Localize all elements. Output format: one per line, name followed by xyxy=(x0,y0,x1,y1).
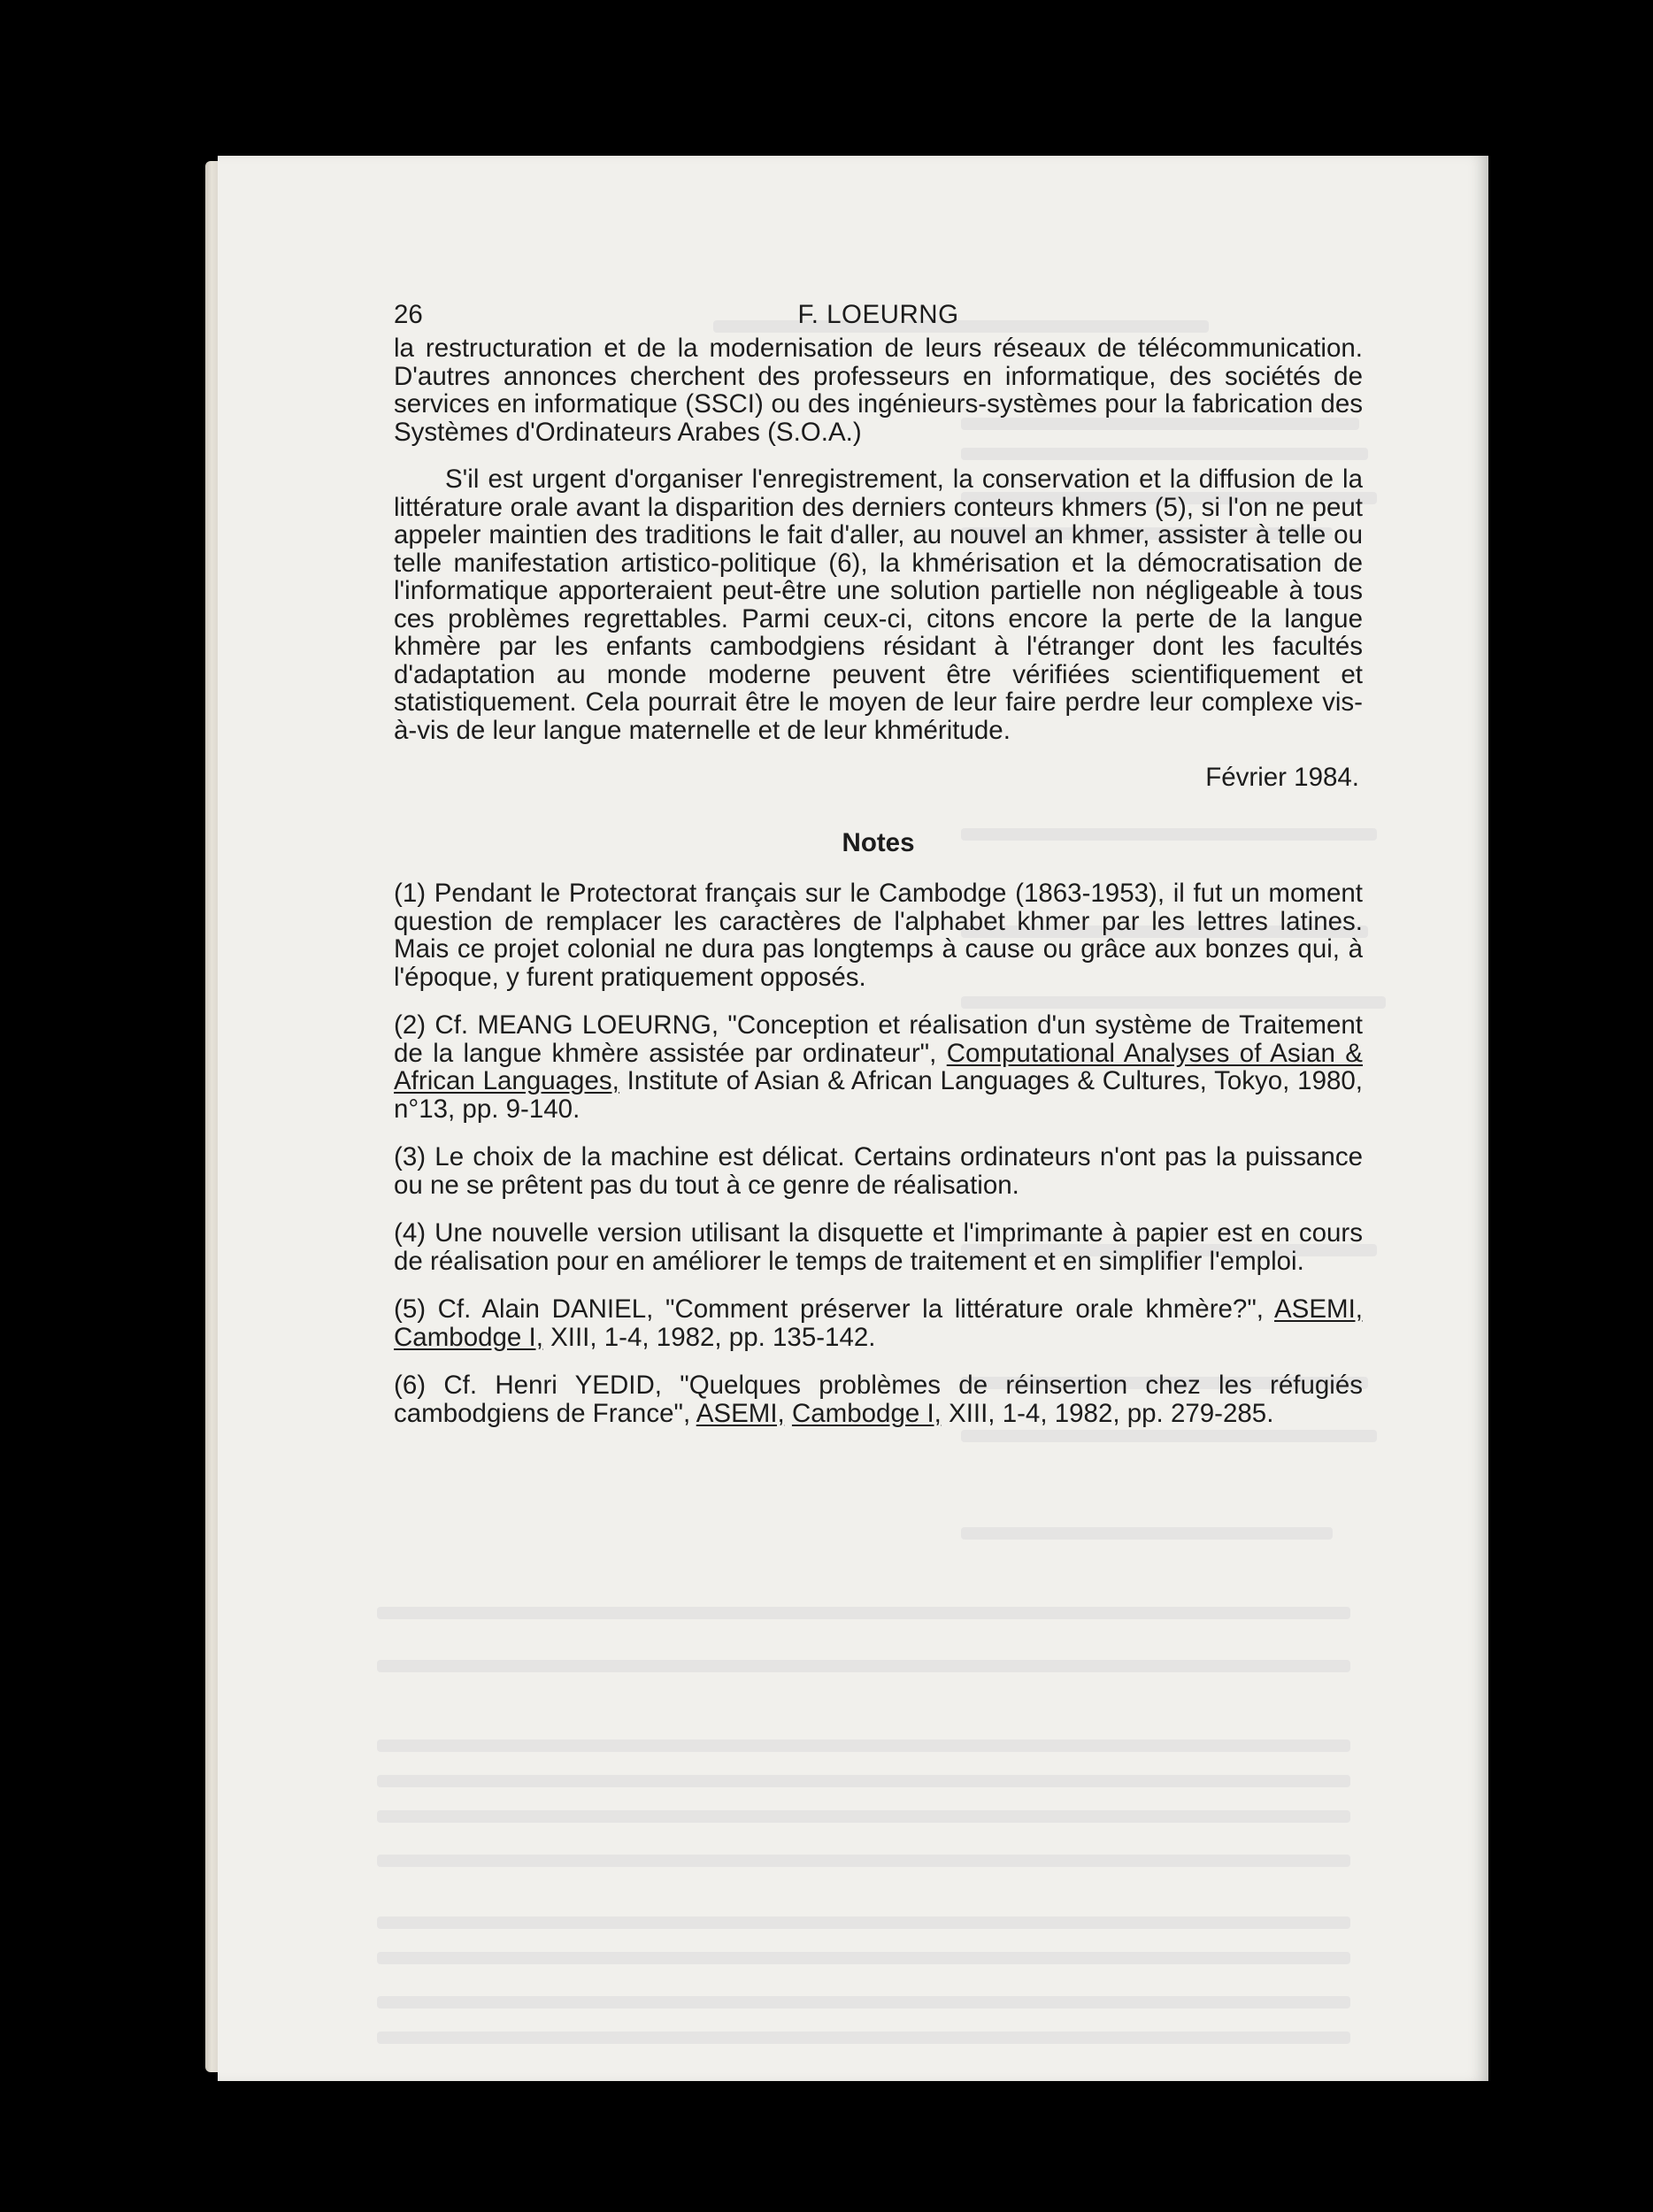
footnote-5-journal: ASEMI, xyxy=(1274,1294,1363,1324)
footnote-5-issue: Cambodge I, xyxy=(394,1322,543,1352)
footnote-5-text-start: (5) Cf. Alain DANIEL, "Comment préserver la littérature orale khmère?", xyxy=(394,1294,1274,1324)
footnote-3: (3) Le choix de la machine est délicat. Certains ordinateurs n'ont pas la puissance ou ne se prêtent pas du tout à ce genre de réalisation. xyxy=(394,1142,1363,1200)
footnote-4: (4) Une nouvelle version utilisant la disquette et l'imprimante à papier est en cours de réalisation pour en améliorer le temps de traitement et en simplifier l'emploi. xyxy=(394,1218,1363,1276)
notes-heading: Notes xyxy=(842,827,915,857)
footnote-2-text-start: (2) Cf. MEANG LOEURNG, "Conception et réalisation d'un système de Traitement de la langue khmère assistée par ordinateur", xyxy=(394,1010,1363,1068)
footnote-1: (1) Pendant le Protectorat français sur le Cambodge (1863-1953), il fut un moment question de remplacer les caractères de l'alphabet khmer par les lettres latines. Mais ce projet colonial ne dura pas longtemps à cause ou grâce aux bonzes qui, à l'époque, y furent pratiquement opposés. xyxy=(394,879,1363,992)
footnote-5 xyxy=(394,1295,1363,1351)
footnote-6-issue: Cambodge I, xyxy=(791,1398,942,1428)
body-paragraph-1: la restructuration et de la modernisation de leurs réseaux de télécommunication. D'autres annonces cherchent des professeurs en informatique, des sociétés de services en informatique (SSCI) ou des ingénieurs-systèmes pour la fabrication des Systèmes d'Ordinateurs Arabes (S.O.A.) xyxy=(394,334,1363,447)
running-head xyxy=(394,301,1363,331)
footnote-2 xyxy=(394,1011,1363,1123)
footnote-2-text-end: Institute of Asian & African Languages & Cultures, Tokyo, 1980, n°13, pp. 9-140. xyxy=(394,1066,1363,1124)
book-page xyxy=(218,156,1488,2081)
footnote-6 xyxy=(394,1371,1363,1427)
page-number: 26 xyxy=(394,300,423,329)
text-block xyxy=(394,301,1363,1448)
footnote-2-journal-title: Computational Analyses of Asian & African Languages, xyxy=(394,1038,1363,1095)
running-title: F. LOEURNG xyxy=(797,300,959,329)
body-paragraph-2: S'il est urgent d'organiser l'enregistrement, la conservation et la diffusion de la littérature orale avant la disparition des derniers conteurs khmers (5), si l'on ne peut appeler maintien des traditions le fait d'aller, au nouvel an khmer, assister à telle ou telle manifestation artistico-politique (6), la khmérisation et la démocratisation de l'informatique apporteraient peut-être une solution partielle non négligeable à tous ces problèmes regrettables. Parmi ceux-ci, citons encore la perte de la langue khmère par les enfants cambodgiens résidant à l'étranger dont les facultés d'adaptation au monde moderne peuvent être vérifiées scientifiquement et statistiquement. Cela pourrait être le moyen de leur faire perdre leur complexe vis-à-vis de leur langue maternelle et de leur khméritude. xyxy=(394,465,1363,745)
footnote-6-text-start: (6) Cf. Henri YEDID, "Quelques problèmes de réinsertion chez les réfugiés cambodgiens de France", xyxy=(394,1371,1363,1428)
footnote-6-journal: ASEMI, xyxy=(696,1398,785,1428)
footnote-6-text-end: XIII, 1-4, 1982, pp. 279-285. xyxy=(941,1398,1274,1428)
date-signature: Février 1984. xyxy=(1205,763,1359,792)
footnote-5-text-end: XIII, 1-4, 1982, pp. 135-142. xyxy=(542,1322,876,1352)
